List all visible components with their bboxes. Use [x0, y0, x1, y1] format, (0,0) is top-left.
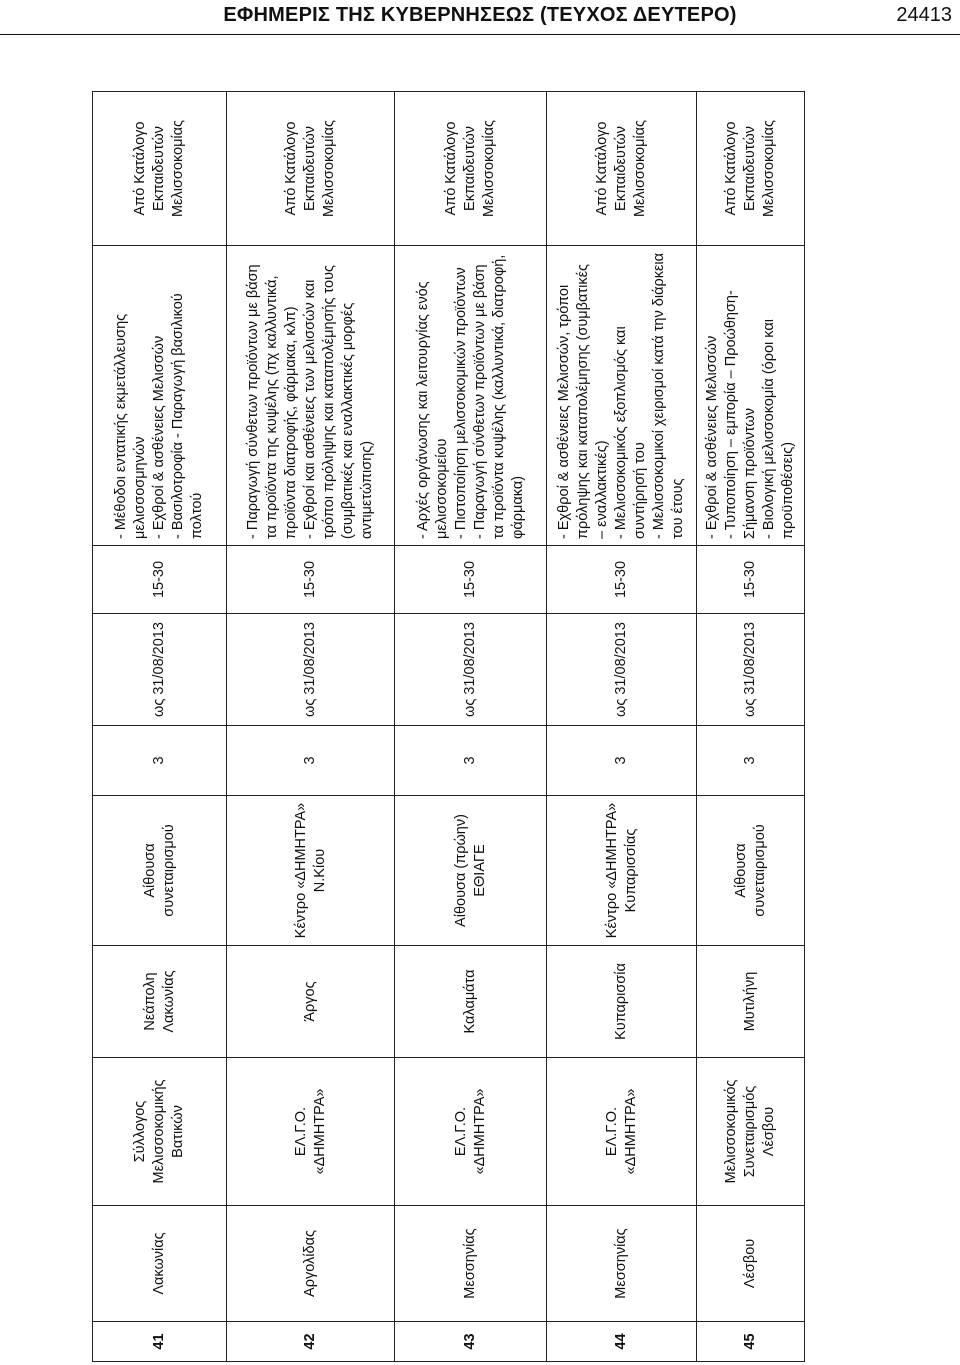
venue-cell: Αίθουσα συνεταιρισμού: [93, 796, 227, 946]
content-line: - Μελισσοκομικός εξοπλισμός και συντήρησή του: [613, 326, 648, 539]
organizer-cell: ΕΛ.Γ.Ο. «ΔΗΜΗΤΡΑ»: [227, 1058, 395, 1206]
row-number: 44: [547, 1322, 697, 1362]
content-cell: [395, 246, 547, 546]
period-cell: ως 31/08/2013: [227, 614, 395, 726]
participants-cell: 15-30: [697, 546, 805, 614]
prefecture-cell: Λακωνίας: [93, 1206, 227, 1322]
table-row: [697, 92, 805, 1362]
page-number: 24413: [896, 4, 952, 26]
content-cell: [697, 246, 805, 546]
table-body: [93, 92, 805, 1362]
trainers-cell: Από Κατάλογο Εκπαιδευτών Μελισσοκομίας: [93, 92, 227, 246]
participants-cell: 15-30: [395, 546, 547, 614]
period-cell: ως 31/08/2013: [395, 614, 547, 726]
period-cell: ως 31/08/2013: [697, 614, 805, 726]
city-cell: Άργος: [227, 946, 395, 1058]
content-line: - Αρχές οργάνωσης και λειτουργίας ενός μελισσοκομείου: [414, 281, 450, 539]
prefecture-cell: Λέσβου: [697, 1206, 805, 1322]
city-cell: Καλαμάτα: [395, 946, 547, 1058]
organizer-cell: ΕΛ.Γ.Ο. «ΔΗΜΗΤΡΑ»: [395, 1058, 547, 1206]
prefecture-cell: Αργολίδας: [227, 1206, 395, 1322]
days-cell: 3: [227, 726, 395, 796]
content-line: - Τυποποίηση – εμπορία – Προώθηση- Σήμανση προϊόντων: [723, 290, 758, 539]
content-line: - Μέθοδοι εντατικής εκμετάλλευσης μελισσοσμηνών: [113, 313, 148, 539]
prefecture-cell: Μεσσηνίας: [547, 1206, 697, 1322]
content-line: - Βιολογική μελισσοκομία (όροι και προϋποθέσεις): [761, 319, 796, 539]
content-line: - Βασιλοτροφία - Παραγωγή βασιλικού πολτού: [170, 293, 205, 539]
days-cell: 3: [547, 726, 697, 796]
city-cell: Νεάπολη Λακωνίας: [93, 946, 227, 1058]
content-cell: [93, 246, 227, 546]
table-row: [395, 92, 547, 1362]
gazette-title: ΕΦΗΜΕΡΙΣ ΤΗΣ ΚΥΒΕΡΝΗΣΕΩΣ (ΤΕΥΧΟΣ ΔΕΥΤΕΡΟ): [223, 4, 737, 26]
trainers-cell: Από Κατάλογο Εκπαιδευτών Μελισσοκομίας: [395, 92, 547, 246]
training-course-table: [92, 91, 805, 1362]
content-line: - Εχθροί & ασθένειες Μελισσών: [151, 335, 167, 539]
content-line: - Παραγωγή σύνθετων προϊόντων με βάση τα προϊόντα της κυψέλης (πχ καλλυντικά, προϊόντα διατροφής, φάρμακα, κλπ): [245, 264, 299, 539]
content-line: - Παραγωγή σύνθετων προϊόντων με βάση τα προϊόντα κυψέλης (καλλυντικά, διατροφή, φάρμακα): [471, 254, 526, 539]
venue-cell: Κέντρο «ΔΗΜΗΤΡΑ» Κυπαρισσίας: [547, 796, 697, 946]
period-cell: ως 31/08/2013: [547, 614, 697, 726]
gazette-header: [0, 0, 960, 46]
organizer-cell: Μελισσοκομικός Συνεταιρισμός Λέσβου: [697, 1058, 805, 1206]
row-number: 41: [93, 1322, 227, 1362]
participants-cell: 15-30: [227, 546, 395, 614]
city-cell: Μυτιλήνη: [697, 946, 805, 1058]
organizer-cell: Σύλλογος Μελισσοκομικής Βατικών: [93, 1058, 227, 1206]
header-divider: [0, 34, 960, 35]
participants-cell: 15-30: [547, 546, 697, 614]
days-cell: 3: [697, 726, 805, 796]
content-line: - Πιστοποίηση μελισσοκομικών προϊόντων: [452, 267, 469, 539]
days-cell: 3: [395, 726, 547, 796]
period-cell: ως 31/08/2013: [93, 614, 227, 726]
prefecture-cell: Μεσσηνίας: [395, 1206, 547, 1322]
trainers-cell: Από Κατάλογο Εκπαιδευτών Μελισσοκομίας: [227, 92, 395, 246]
row-number: 43: [395, 1322, 547, 1362]
table-row: [227, 92, 395, 1362]
content-line: - Εχθροί & ασθένειες Μελισσών: [704, 335, 720, 539]
venue-cell: Αίθουσα συνεταιρισμού: [697, 796, 805, 946]
trainers-cell: Από Κατάλογο Εκπαιδευτών Μελισσοκομίας: [547, 92, 697, 246]
trainers-cell: Από Κατάλογο Εκπαιδευτών Μελισσοκομίας: [697, 92, 805, 246]
city-cell: Κυπαρισσία: [547, 946, 697, 1058]
table-row: [93, 92, 227, 1362]
rotated-table-wrapper: [92, 92, 804, 1362]
content-line: - Εχθροί και ασθένειες των μελισσών και τρόποι πρόληψης και καταπολέμησής τους (συμβατικές και εναλλακτικές μορφές αντιμετώπισης): [302, 264, 375, 539]
row-number: 42: [227, 1322, 395, 1362]
table-row: [547, 92, 697, 1362]
participants-cell: 15-30: [93, 546, 227, 614]
row-number: 45: [697, 1322, 805, 1362]
venue-cell: Κέντρο «ΔΗΜΗΤΡΑ» Ν.Κίου: [227, 796, 395, 946]
content-cell: [227, 246, 395, 546]
days-cell: 3: [93, 726, 227, 796]
content-line: - Εχθροί & ασθένειες Μελισσών, τρόποι πρόληψης και καταπολέμησης (συμβατικές – εναλλακτικές): [556, 263, 610, 539]
content-line: - Μελισσοκομικοί χειρισμοί κατά την διάρκεια του έτους: [651, 252, 686, 539]
organizer-cell: ΕΛ.Γ.Ο. «ΔΗΜΗΤΡΑ»: [547, 1058, 697, 1206]
venue-cell: Αίθουσα (πρώην) ΕΘΙΑΓΕ: [395, 796, 547, 946]
content-cell: [547, 246, 697, 546]
